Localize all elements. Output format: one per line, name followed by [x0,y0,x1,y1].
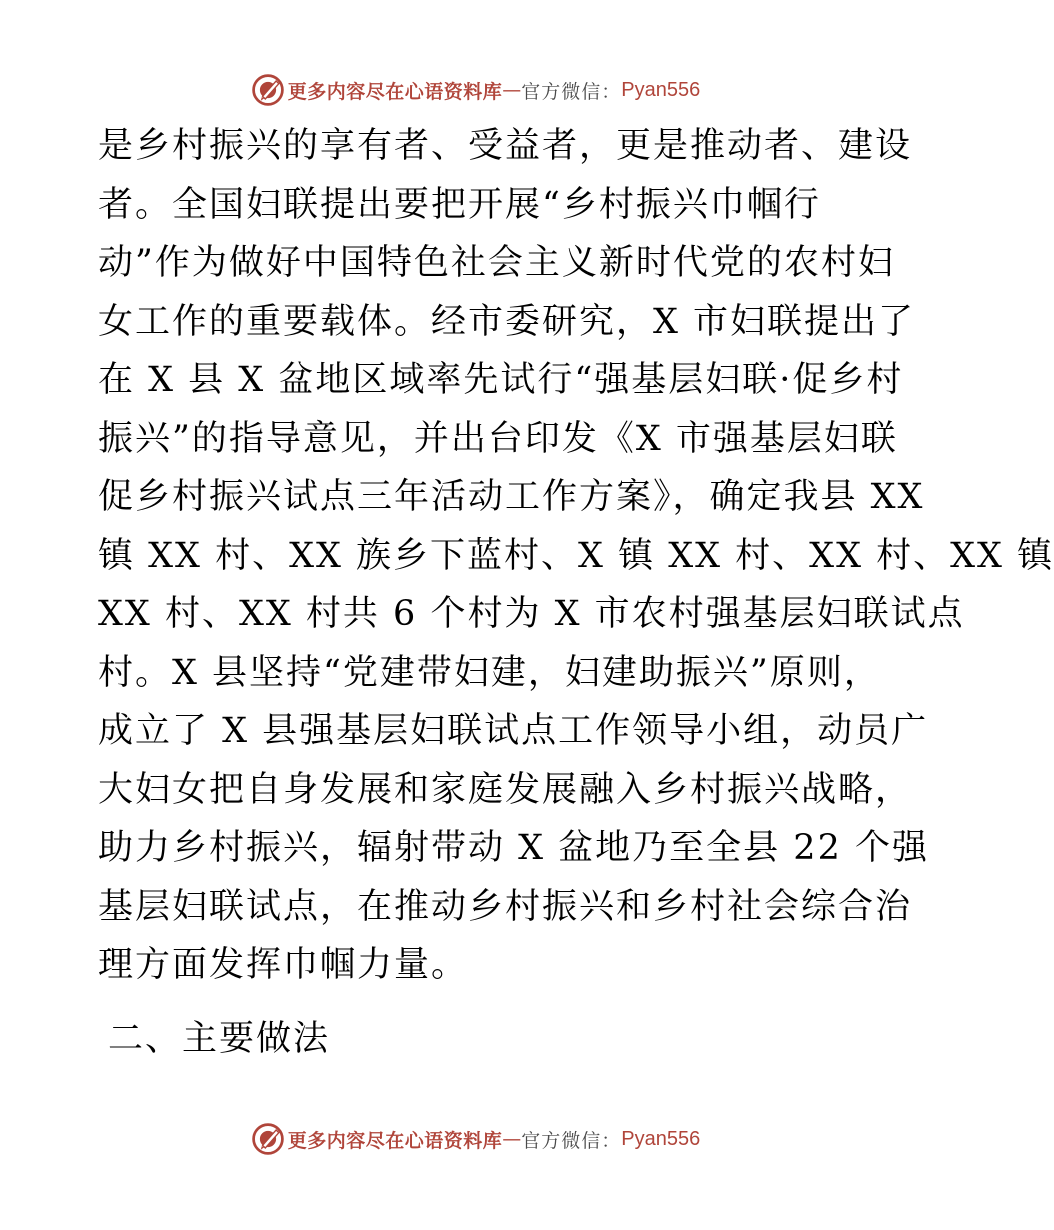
body-line-5: 在 X 县 X 盆地区域率先试行“强基层妇联·促乡村 [98,360,904,400]
watermark-dash: — [502,1128,522,1150]
body-line-6: 振兴”的指导意见，并出台印发《X 市强基层妇联 [98,418,898,459]
footer-watermark [0,1119,950,1159]
document-body [98,117,1054,995]
body-line-14: 基层妇联试点，在推动乡村振兴和乡村社会综合治 [98,886,913,927]
section-heading: 二、主要做法 [108,1019,331,1059]
watermark-library-text: 更多内容尽在心语资料库 [287,80,503,103]
body-line-2: 者。全国妇联提出要把开展“乡村振兴巾帼行 [98,184,821,225]
body-line-8: 镇 XX 村、XX 族乡下蓝村、X 镇 XX 村、XX 村、XX 镇 [98,535,1054,576]
watermark-official-label: 官方微信： [521,1129,622,1152]
body-line-12: 大妇女把自身发展和家庭发展融入乡村振兴战略， [98,769,913,810]
body-line-3: 动”作为做好中国特色社会主义新时代党的农村妇 [98,243,895,283]
body-line-4: 女工作的重要载体。经市委研究，X 市妇联提出了 [98,301,916,342]
body-line-11: 成立了 X 县强基层妇联试点工作领导小组，动员广 [98,711,929,751]
pen-circle-logo-icon [250,72,286,108]
header-watermark [0,70,950,110]
body-line-1: 是乡村振兴的享有者、受益者，更是推动者、建设 [98,126,913,166]
pen-circle-logo-icon [250,1121,286,1157]
body-line-9: XX 村、XX 村共 6 个村为 X 市农村强基层妇联试点 [98,594,965,634]
watermark-dash: — [502,79,522,101]
body-line-15: 理方面发挥巾帼力量。 [98,945,469,985]
watermark-library-text: 更多内容尽在心语资料库 [287,1129,503,1152]
body-line-7: 促乡村振兴试点三年活动工作方案》，确定我县 XX [98,477,925,517]
body-line-13: 助力乡村振兴，辐射带动 X 盆地乃至全县 22 个强 [98,828,929,868]
watermark-wechat-id: Pyan556 [621,1127,701,1150]
watermark-wechat-id: Pyan556 [621,78,701,101]
body-line-10: 村。X 县坚持“党建带妇建，妇建助振兴”原则， [98,652,881,693]
watermark-official-label: 官方微信： [521,80,622,103]
